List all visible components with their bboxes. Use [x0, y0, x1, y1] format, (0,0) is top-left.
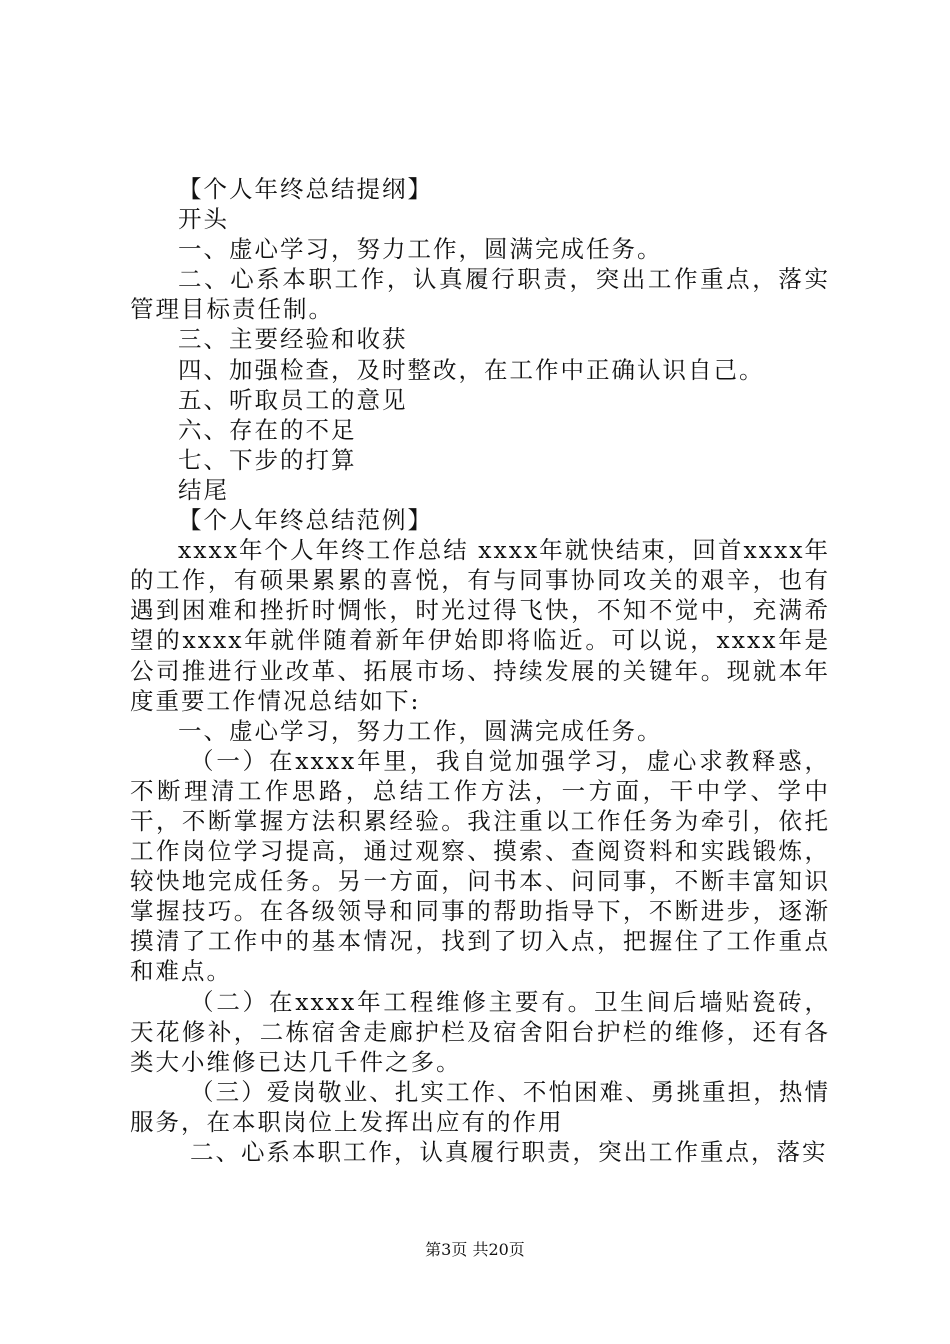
outline-item-5: 五、听取员工的意见 — [178, 385, 408, 414]
outline-item-1: 一、虚心学习，努力工作，圆满完成任务。 — [178, 235, 663, 264]
section-heading-1: 一、虚心学习，努力工作，圆满完成任务。 — [178, 716, 663, 745]
document-body — [130, 174, 830, 1167]
section-heading-2: 二、心系本职工作，认真履行职责，突出工作重点，落实 — [190, 1138, 828, 1166]
outline-heading: 【个人年终总结提纲】 — [178, 175, 433, 203]
outline-item-2: 二、心系本职工作，认真履行职责，突出工作重点，落实管理目标责任制。 — [130, 265, 830, 324]
subsection-paragraph-2: （二）在xxxx年工程维修主要有。卫生间后墙贴瓷砖，天花修补，二栋宿舍走廊护栏及宿舍阳台护栏的维修，还有各类大小维修已达几千件之多。 — [130, 987, 830, 1076]
outline-item-7: 七、下步的打算 — [178, 445, 357, 474]
outline-item-3: 三、主要经验和收获 — [178, 325, 408, 354]
page-number-footer: 第3页 共20页 — [425, 1240, 525, 1259]
subsection-paragraph-3: （三）爱岗敬业、扎实工作、不怕困难、勇挑重担，热情服务，在本职岗位上发挥出应有的作用 — [130, 1077, 830, 1136]
outline-item-opening: 开头 — [178, 205, 229, 234]
outline-item-ending: 结尾 — [178, 475, 229, 504]
outline-item-4: 四、加强检查，及时整改，在工作中正确认识自己。 — [178, 355, 765, 384]
example-intro-paragraph: xxxx年个人年终工作总结 xxxx年就快结束，回首xxxx年的工作，有硕果累累的喜悦，有与同事协同攻关的艰辛，也有遇到困难和挫折时惆怅，时光过得飞快，不知不觉中，充满希望的xxxx年就伴随着新年伊始即将临近。可以说，xxxx年是公司推进行业改革、拓展市场、持续发展的关键年。现就本年度重要工作情况总结如下: — [130, 536, 830, 715]
outline-item-6: 六、存在的不足 — [178, 415, 357, 444]
example-heading: 【个人年终总结范例】 — [178, 506, 433, 535]
subsection-paragraph-1: （一）在xxxx年里，我自觉加强学习，虚心求教释惑，不断理清工作思路，总结工作方法，一方面，干中学、学中干，不断掌握方法积累经验。我注重以工作任务为牵引，依托工作岗位学习提高，通过观察、摸索、查阅资料和实践锻炼，较快地完成任务。另一方面，问书本、问同事，不断丰富知识掌握技巧。在各级领导和同事的帮助指导下，不断进步，逐渐摸清了工作中的基本情况，找到了切入点，把握住了工作重点和难点。 — [130, 746, 830, 986]
